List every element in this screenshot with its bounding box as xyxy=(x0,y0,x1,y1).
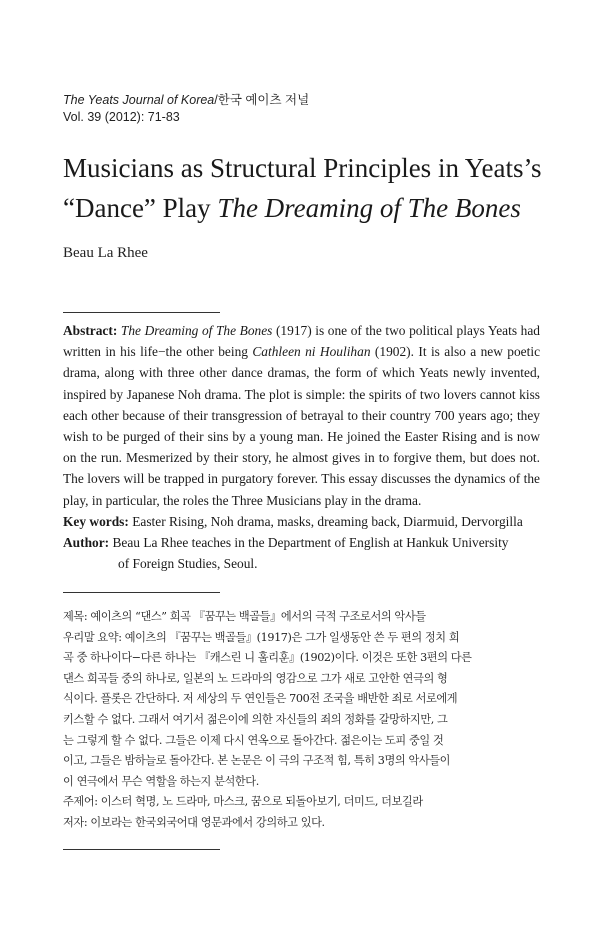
article-title-play: The Dreaming of The Bones xyxy=(217,193,521,223)
abstract-label: Abstract: xyxy=(63,323,118,338)
korean-line: 식이다. 플롯은 간단하다. 저 세상의 두 연인들은 700전 조국을 배반한 죄로 서로에게 xyxy=(63,692,458,706)
abstract-play-title: The Dreaming of The Bones xyxy=(120,323,273,338)
keywords-label: Key words: xyxy=(63,513,129,529)
author-note-line-1: Beau La Rhee teaches in the Department of English at Hankuk University xyxy=(109,535,509,551)
author-note-line-2: of Foreign Studies, Seoul. xyxy=(118,556,258,572)
abstract-paragraph xyxy=(63,320,540,511)
journal-title-line xyxy=(63,92,309,109)
divider-bottom xyxy=(63,849,220,850)
article-title xyxy=(63,148,563,228)
korean-line: 는 그렇게 할 수 없다. 그들은 이제 다시 연옥으로 돌아간다. 젊은이는 도피 중일 것 xyxy=(63,733,444,747)
keywords-text: Easter Rising, Noh drama, masks, dreaming back, Diarmuid, Dervorgilla xyxy=(128,513,523,529)
journal-name-korean: /한국 예이츠 저널 xyxy=(214,93,310,107)
korean-summary xyxy=(63,607,540,834)
abstract-block xyxy=(63,320,540,574)
korean-line: 제목: 예이츠의 “댄스” 희곡 『꿈꾸는 백골들』에서의 극적 구조로서의 악사들 xyxy=(63,610,426,623)
korean-line: 댄스 희곡들 중의 하나로, 일본의 노 드라마의 영감으로 그가 새로 고안한 연극의 형 xyxy=(63,671,448,685)
author-note-label: Author: xyxy=(63,535,110,551)
journal-name: The Yeats Journal of Korea xyxy=(63,93,215,107)
journal-header xyxy=(63,92,309,126)
abstract-play-title-2: Cathleen ni Houlihan xyxy=(252,344,371,360)
korean-line: 곡 중 하나이다−다른 하나는 『캐스린 니 훌리훈』(1902)이다. 이것은 또한 3편의 다른 xyxy=(63,651,472,665)
divider-top xyxy=(63,312,220,313)
korean-line: 이고, 그들은 밤하늘로 돌아간다. 본 논문은 이 극의 구조적 힘, 특히 3명의 악사들이 xyxy=(63,754,451,768)
keywords xyxy=(63,511,540,532)
author-name: Beau La Rhee xyxy=(63,245,148,261)
article-title-line-1: Musicians as Structural Principles in Yeats’s xyxy=(63,153,542,183)
journal-volume: Vol. 39 (2012): 71-83 xyxy=(63,110,180,124)
korean-line: 키스할 수 없다. 그래서 여기서 젊은이에 의한 자신들의 죄의 정화를 갈망하지만, 그 xyxy=(63,712,448,726)
divider-middle xyxy=(63,592,220,593)
author-note xyxy=(63,532,540,553)
abstract-text-1: (1917) is one of the two political plays Yeats had written in his life−the other being xyxy=(63,323,540,360)
article-title-line-2 xyxy=(63,188,563,228)
abstract-text-2: (1902). It is also a new poetic drama, along with three other dance dramas, the form of which Yeats newly invented, inspired by Japanese Noh drama. The plot is simple: the spirits of two lovers cannot kiss each other because of their transgression of betrayal to their country 700 years ago; they wish to be purged of their sins by a young man. He joined the Easter Rising and is now on the run. Mesmerized by their story, he almost gives in to forgive them, but does not. The lovers will be trapped in purgatory forever. This essay discusses the dynamics of the play, in particular, the roles the Three Musicians play in the drama. xyxy=(63,344,541,508)
korean-line: 우리말 요약: 예이츠의 『꿈꾸는 백골들』(1917)은 그가 일생동안 쓴 두 편의 정치 희 xyxy=(63,630,460,644)
korean-line: 이 연극에서 무슨 역할을 하는지 분석한다. xyxy=(63,774,259,788)
korean-keywords: 주제어: 이스터 혁명, 노 드라마, 마스크, 꿈으로 되돌아보기, 더미드, 더보길라 xyxy=(63,795,423,809)
article-title-prefix: “Dance” Play xyxy=(63,193,218,223)
korean-author: 저자: 이보라는 한국외국어대 영문과에서 강의하고 있다. xyxy=(63,815,325,829)
